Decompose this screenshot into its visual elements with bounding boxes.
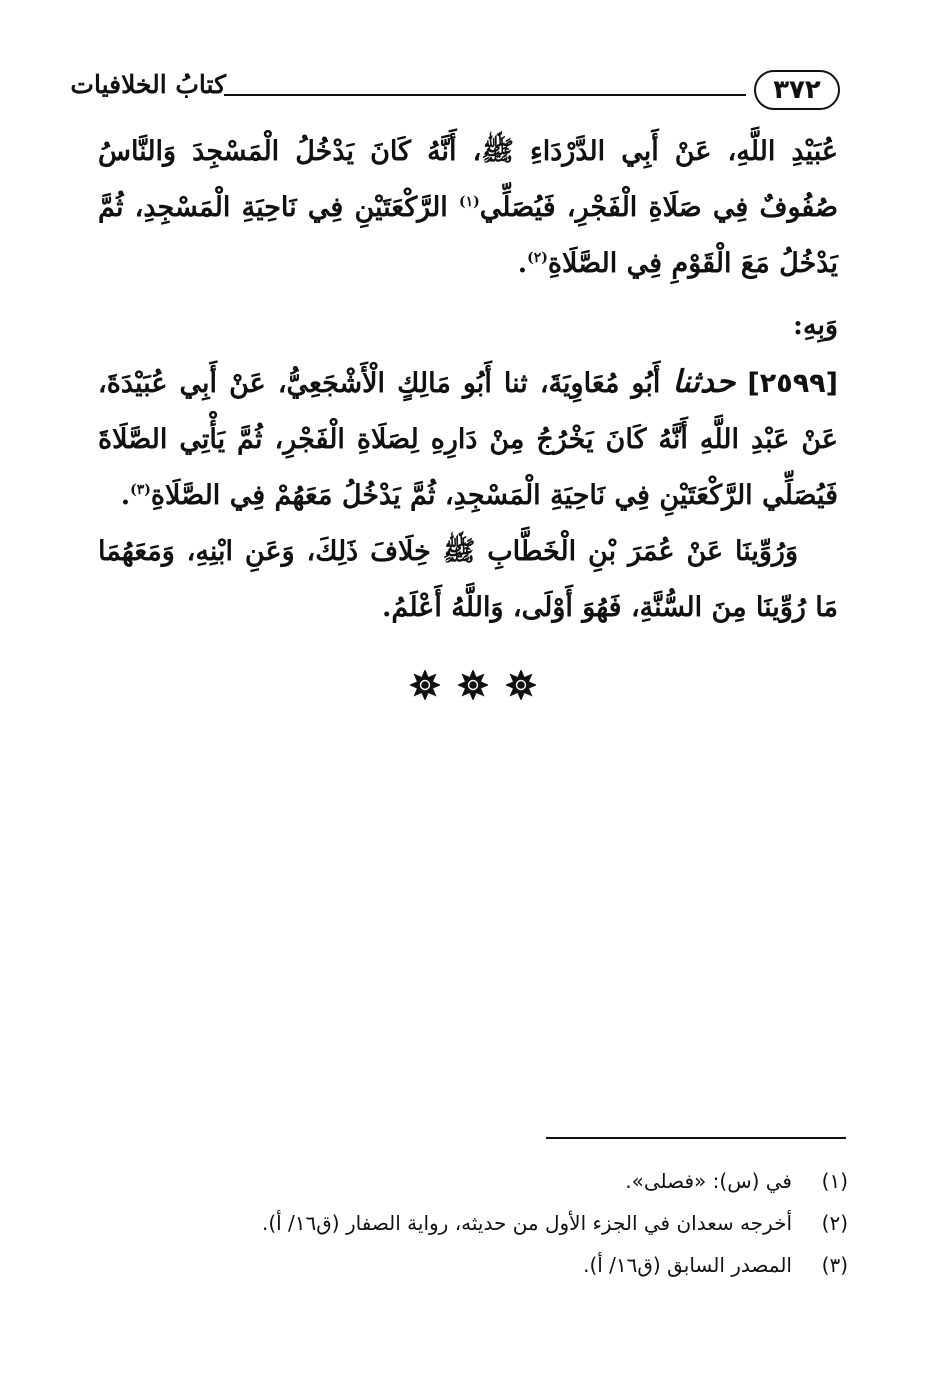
- section-ornaments: [0, 670, 945, 700]
- footnote-marker-1[interactable]: (١): [459, 194, 480, 210]
- flower-ornament-icon: [410, 670, 440, 700]
- footnote-separator: [546, 1137, 846, 1139]
- footnotes: [150, 1160, 848, 1286]
- page-number-badge: [754, 70, 840, 110]
- footnote-number: (٣): [821, 1253, 848, 1277]
- paragraph-2: [98, 354, 838, 524]
- footnote-3: [150, 1244, 848, 1286]
- paragraph-1: [98, 124, 838, 292]
- page-number: ٣٧٢: [773, 75, 821, 105]
- flower-ornament-icon: [458, 670, 488, 700]
- paragraph-2-end: .: [120, 480, 131, 511]
- footnote-text: أخرجه سعدان في الجزء الأول من حديثه، رواية الصفار (ق١٦/ أ).: [261, 1211, 792, 1235]
- footnote-number: (١): [821, 1169, 848, 1193]
- hadith-number: [٢٥٩٩]: [747, 368, 838, 399]
- paragraph-1-end: .: [517, 248, 528, 279]
- book-title: كتابُ الخلافيات: [70, 70, 226, 99]
- wabihi-line: وَبِهِ:: [793, 310, 838, 341]
- flower-ornament-icon: [506, 670, 536, 700]
- haddathana-word: حدثنا: [672, 364, 736, 400]
- footnote-1: [150, 1160, 848, 1202]
- footnote-2: [150, 1202, 848, 1244]
- paragraph-1-text-b: الرَّكْعَتَيْنِ فِي نَاحِيَةِ الْمَسْجِدِ، ثُمَّ يَدْخُلُ مَعَ الْقَوْمِ فِي الصَّلَاةِ: [98, 192, 838, 279]
- footnote-number: (٢): [821, 1211, 848, 1235]
- header-rule: [224, 94, 746, 96]
- paragraph-2-text: أَبُو مُعَاوِيَةَ، ثنا أَبُو مَالِكٍ الْأَشْجَعِيُّ، عَنْ أَبِي عُبَيْدَةَ، عَنْ عَبْدِ اللَّهِ أَنَّهُ كَانَ يَخْرُجُ مِنْ دَارِهِ لِصَلَاةِ الْفَجْرِ، ثُمَّ يَأْتِي الصَّلَاةَ فَيُصَلِّي الرَّكْعَتَيْنِ فِي نَاحِيَةِ الْمَسْجِدِ، ثُمَّ يَدْخُلُ مَعَهُمْ فِي الصَّلَاةِ: [98, 368, 838, 511]
- paragraph-1-text-a: عُبَيْدِ اللَّهِ، عَنْ أَبِي الدَّرْدَاءِ ﷺ، أَنَّهُ كَانَ يَدْخُلُ الْمَسْجِدَ وَالنَّاسُ صُفُوفٌ فِي صَلَاةِ الْفَجْرِ، فَيُصَلِّي: [98, 136, 838, 223]
- paragraph-3: وَرُوِّينَا عَنْ عُمَرَ بْنِ الْخَطَّابِ ﷺ خِلَافَ ذَلِكَ، وَعَنِ ابْنِهِ، وَمَعَهُمَا مَا رُوِّينَا مِنَ السُّنَّةِ، فَهُوَ أَوْلَى، وَاللَّهُ أَعْلَمُ.: [98, 536, 838, 623]
- footnote-marker-2[interactable]: (٢): [527, 250, 548, 266]
- footnote-text: المصدر السابق (ق١٦/ أ).: [583, 1253, 792, 1277]
- footnote-text: في (س): «فصلى».: [625, 1169, 792, 1193]
- footnote-marker-3[interactable]: (٣): [130, 482, 151, 498]
- page-header: [70, 66, 840, 116]
- main-text: [98, 124, 838, 636]
